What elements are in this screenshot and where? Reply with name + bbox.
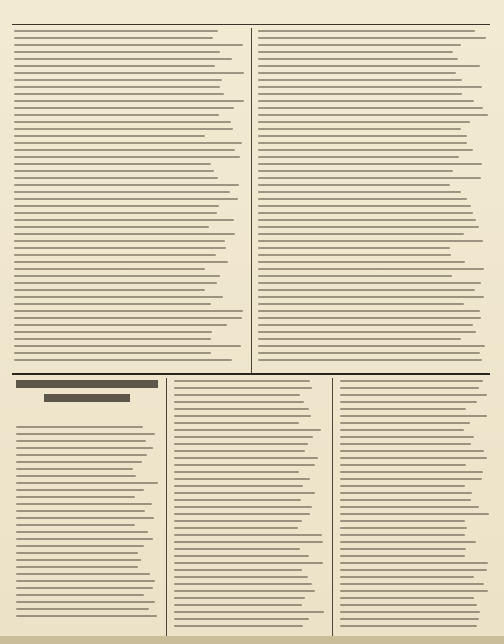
- text-line-placeholder: [258, 100, 474, 102]
- text-line-placeholder: [16, 566, 138, 568]
- text-line-placeholder: [258, 93, 462, 95]
- announcement-column: [16, 426, 158, 622]
- text-line-placeholder: [16, 468, 133, 470]
- text-line-placeholder: [340, 597, 474, 599]
- text-line-placeholder: [340, 450, 484, 452]
- text-line-placeholder: [174, 387, 312, 389]
- text-line-placeholder: [14, 65, 215, 67]
- text-line-placeholder: [340, 464, 466, 466]
- text-line-placeholder: [174, 583, 312, 585]
- section-heading-line: [44, 394, 129, 402]
- text-line-placeholder: [258, 275, 452, 277]
- text-line-placeholder: [174, 569, 302, 571]
- text-line-placeholder: [258, 254, 451, 256]
- text-line-placeholder: [16, 608, 149, 610]
- text-line-placeholder: [16, 545, 144, 547]
- text-line-placeholder: [14, 268, 205, 270]
- text-line-placeholder: [14, 149, 235, 151]
- text-line-placeholder: [258, 303, 464, 305]
- text-line-placeholder: [258, 331, 476, 333]
- text-line-placeholder: [14, 219, 234, 221]
- text-line-placeholder: [258, 86, 482, 88]
- text-line-placeholder: [258, 149, 473, 151]
- text-line-placeholder: [14, 303, 211, 305]
- text-line-placeholder: [14, 58, 232, 60]
- text-line-placeholder: [258, 170, 453, 172]
- text-line-placeholder: [14, 191, 230, 193]
- text-line-placeholder: [340, 443, 471, 445]
- text-line-placeholder: [174, 618, 309, 620]
- text-line-placeholder: [340, 541, 476, 543]
- text-line-placeholder: [174, 436, 313, 438]
- text-line-placeholder: [14, 205, 219, 207]
- section-heading: [16, 380, 158, 416]
- text-line-placeholder: [16, 538, 153, 540]
- text-line-placeholder: [258, 37, 486, 39]
- text-line-placeholder: [14, 114, 219, 116]
- column-divider: [166, 378, 167, 636]
- text-line-placeholder: [174, 541, 323, 543]
- column-divider: [251, 28, 252, 373]
- text-line-placeholder: [340, 618, 479, 620]
- text-line-placeholder: [14, 170, 214, 172]
- text-line-placeholder: [258, 191, 461, 193]
- left-column-text: [14, 30, 246, 366]
- text-line-placeholder: [258, 324, 473, 326]
- text-line-placeholder: [258, 177, 481, 179]
- text-line-placeholder: [14, 184, 239, 186]
- text-line-placeholder: [174, 471, 299, 473]
- text-line-placeholder: [174, 429, 321, 431]
- text-line-placeholder: [340, 534, 465, 536]
- text-line-placeholder: [16, 594, 144, 596]
- text-line-placeholder: [340, 576, 474, 578]
- text-line-placeholder: [14, 226, 209, 228]
- text-line-placeholder: [16, 482, 158, 484]
- text-line-placeholder: [16, 517, 154, 519]
- text-line-placeholder: [258, 79, 462, 81]
- text-line-placeholder: [16, 503, 152, 505]
- text-line-placeholder: [14, 156, 240, 158]
- text-line-placeholder: [174, 394, 300, 396]
- text-line-placeholder: [16, 475, 136, 477]
- text-line-placeholder: [340, 492, 472, 494]
- text-line-placeholder: [340, 457, 487, 459]
- text-line-placeholder: [340, 380, 483, 382]
- text-line-placeholder: [258, 338, 461, 340]
- text-line-placeholder: [174, 492, 315, 494]
- text-line-placeholder: [14, 100, 244, 102]
- text-line-placeholder: [16, 461, 142, 463]
- text-line-placeholder: [14, 289, 205, 291]
- text-line-placeholder: [174, 534, 322, 536]
- text-line-placeholder: [340, 471, 483, 473]
- text-line-placeholder: [258, 156, 459, 158]
- text-line-placeholder: [258, 107, 483, 109]
- text-line-placeholder: [14, 37, 213, 39]
- text-line-placeholder: [174, 555, 309, 557]
- text-line-placeholder: [14, 261, 228, 263]
- text-line-placeholder: [14, 331, 212, 333]
- text-line-placeholder: [16, 426, 143, 428]
- text-line-placeholder: [14, 359, 232, 361]
- text-line-placeholder: [258, 233, 464, 235]
- text-line-placeholder: [14, 212, 217, 214]
- text-line-placeholder: [340, 513, 489, 515]
- text-line-placeholder: [14, 30, 218, 32]
- text-line-placeholder: [16, 573, 150, 575]
- text-line-placeholder: [340, 485, 465, 487]
- text-line-placeholder: [14, 177, 218, 179]
- text-line-placeholder: [258, 163, 482, 165]
- text-line-placeholder: [16, 615, 157, 617]
- text-line-placeholder: [340, 611, 480, 613]
- text-line-placeholder: [258, 261, 465, 263]
- text-line-placeholder: [174, 611, 324, 613]
- text-line-placeholder: [258, 205, 471, 207]
- text-line-placeholder: [258, 142, 467, 144]
- text-line-placeholder: [258, 184, 450, 186]
- text-line-placeholder: [16, 531, 148, 533]
- text-line-placeholder: [14, 79, 222, 81]
- text-line-placeholder: [14, 107, 234, 109]
- text-line-placeholder: [16, 524, 135, 526]
- text-line-placeholder: [174, 499, 301, 501]
- text-line-placeholder: [258, 72, 456, 74]
- text-line-placeholder: [258, 65, 480, 67]
- text-line-placeholder: [340, 548, 466, 550]
- text-line-placeholder: [16, 447, 153, 449]
- text-line-placeholder: [174, 506, 312, 508]
- text-line-placeholder: [340, 562, 488, 564]
- text-line-placeholder: [258, 198, 467, 200]
- text-line-placeholder: [258, 345, 485, 347]
- text-line-placeholder: [340, 604, 477, 606]
- text-line-placeholder: [14, 128, 233, 130]
- text-line-placeholder: [14, 93, 224, 95]
- text-line-placeholder: [174, 604, 302, 606]
- text-line-placeholder: [340, 436, 474, 438]
- text-line-placeholder: [14, 72, 244, 74]
- text-line-placeholder: [14, 247, 226, 249]
- text-line-placeholder: [14, 44, 243, 46]
- text-line-placeholder: [340, 555, 465, 557]
- page-edge: [0, 636, 504, 644]
- text-line-placeholder: [340, 422, 470, 424]
- text-line-placeholder: [14, 282, 217, 284]
- text-line-placeholder: [340, 499, 471, 501]
- text-line-placeholder: [14, 352, 211, 354]
- text-line-placeholder: [340, 408, 466, 410]
- text-line-placeholder: [14, 254, 216, 256]
- text-line-placeholder: [174, 408, 309, 410]
- announcement-column: [174, 380, 324, 632]
- text-line-placeholder: [258, 51, 453, 53]
- text-line-placeholder: [14, 142, 242, 144]
- text-line-placeholder: [340, 506, 479, 508]
- text-line-placeholder: [16, 510, 145, 512]
- text-line-placeholder: [14, 296, 223, 298]
- text-line-placeholder: [174, 548, 300, 550]
- text-line-placeholder: [14, 163, 211, 165]
- text-line-placeholder: [14, 275, 220, 277]
- text-line-placeholder: [174, 597, 305, 599]
- text-line-placeholder: [258, 226, 479, 228]
- text-line-placeholder: [258, 240, 483, 242]
- text-line-placeholder: [340, 625, 477, 627]
- text-line-placeholder: [14, 345, 241, 347]
- text-line-placeholder: [16, 496, 135, 498]
- section-rule: [12, 373, 490, 375]
- text-line-placeholder: [16, 489, 144, 491]
- announcement-column: [340, 380, 490, 632]
- text-line-placeholder: [14, 51, 220, 53]
- text-line-placeholder: [258, 289, 475, 291]
- text-line-placeholder: [174, 520, 302, 522]
- text-line-placeholder: [174, 450, 305, 452]
- text-line-placeholder: [174, 464, 315, 466]
- text-line-placeholder: [340, 520, 465, 522]
- text-line-placeholder: [14, 198, 238, 200]
- text-line-placeholder: [174, 576, 308, 578]
- text-line-placeholder: [174, 625, 303, 627]
- text-line-placeholder: [340, 401, 477, 403]
- text-line-placeholder: [16, 454, 147, 456]
- text-line-placeholder: [340, 569, 487, 571]
- text-line-placeholder: [14, 338, 211, 340]
- text-line-placeholder: [258, 310, 480, 312]
- text-line-placeholder: [174, 590, 315, 592]
- text-line-placeholder: [258, 247, 450, 249]
- text-line-placeholder: [258, 212, 473, 214]
- text-line-placeholder: [340, 583, 484, 585]
- text-line-placeholder: [16, 601, 155, 603]
- text-line-placeholder: [16, 559, 141, 561]
- text-line-placeholder: [174, 443, 308, 445]
- text-line-placeholder: [258, 30, 475, 32]
- text-line-placeholder: [14, 324, 227, 326]
- text-line-placeholder: [258, 268, 484, 270]
- text-line-placeholder: [258, 135, 467, 137]
- text-line-placeholder: [16, 587, 153, 589]
- text-line-placeholder: [340, 527, 467, 529]
- text-line-placeholder: [16, 440, 146, 442]
- text-line-placeholder: [258, 352, 480, 354]
- text-line-placeholder: [16, 580, 155, 582]
- text-line-placeholder: [174, 422, 299, 424]
- text-line-placeholder: [174, 562, 323, 564]
- text-line-placeholder: [16, 552, 138, 554]
- text-line-placeholder: [340, 394, 487, 396]
- text-line-placeholder: [14, 135, 205, 137]
- text-line-placeholder: [174, 513, 310, 515]
- text-line-placeholder: [258, 219, 476, 221]
- text-line-placeholder: [16, 433, 155, 435]
- text-line-placeholder: [174, 457, 318, 459]
- text-line-placeholder: [258, 317, 481, 319]
- text-line-placeholder: [174, 485, 303, 487]
- text-line-placeholder: [258, 114, 488, 116]
- text-line-placeholder: [14, 240, 225, 242]
- text-line-placeholder: [14, 310, 243, 312]
- text-line-placeholder: [340, 415, 487, 417]
- text-line-placeholder: [174, 527, 298, 529]
- text-line-placeholder: [14, 317, 242, 319]
- section-heading-line: [16, 380, 158, 388]
- header-rule: [12, 24, 490, 25]
- column-divider: [332, 378, 333, 636]
- text-line-placeholder: [174, 478, 310, 480]
- text-line-placeholder: [174, 401, 304, 403]
- text-line-placeholder: [258, 282, 481, 284]
- text-line-placeholder: [14, 86, 220, 88]
- text-line-placeholder: [340, 429, 464, 431]
- text-line-placeholder: [340, 387, 479, 389]
- text-line-placeholder: [14, 233, 235, 235]
- text-line-placeholder: [340, 478, 482, 480]
- text-line-placeholder: [14, 121, 231, 123]
- text-line-placeholder: [258, 359, 482, 361]
- text-line-placeholder: [258, 44, 461, 46]
- text-line-placeholder: [174, 380, 310, 382]
- text-line-placeholder: [340, 590, 488, 592]
- text-line-placeholder: [258, 296, 484, 298]
- text-line-placeholder: [258, 128, 461, 130]
- text-line-placeholder: [258, 121, 470, 123]
- right-column-text: [258, 30, 490, 366]
- text-line-placeholder: [174, 415, 311, 417]
- text-line-placeholder: [258, 58, 458, 60]
